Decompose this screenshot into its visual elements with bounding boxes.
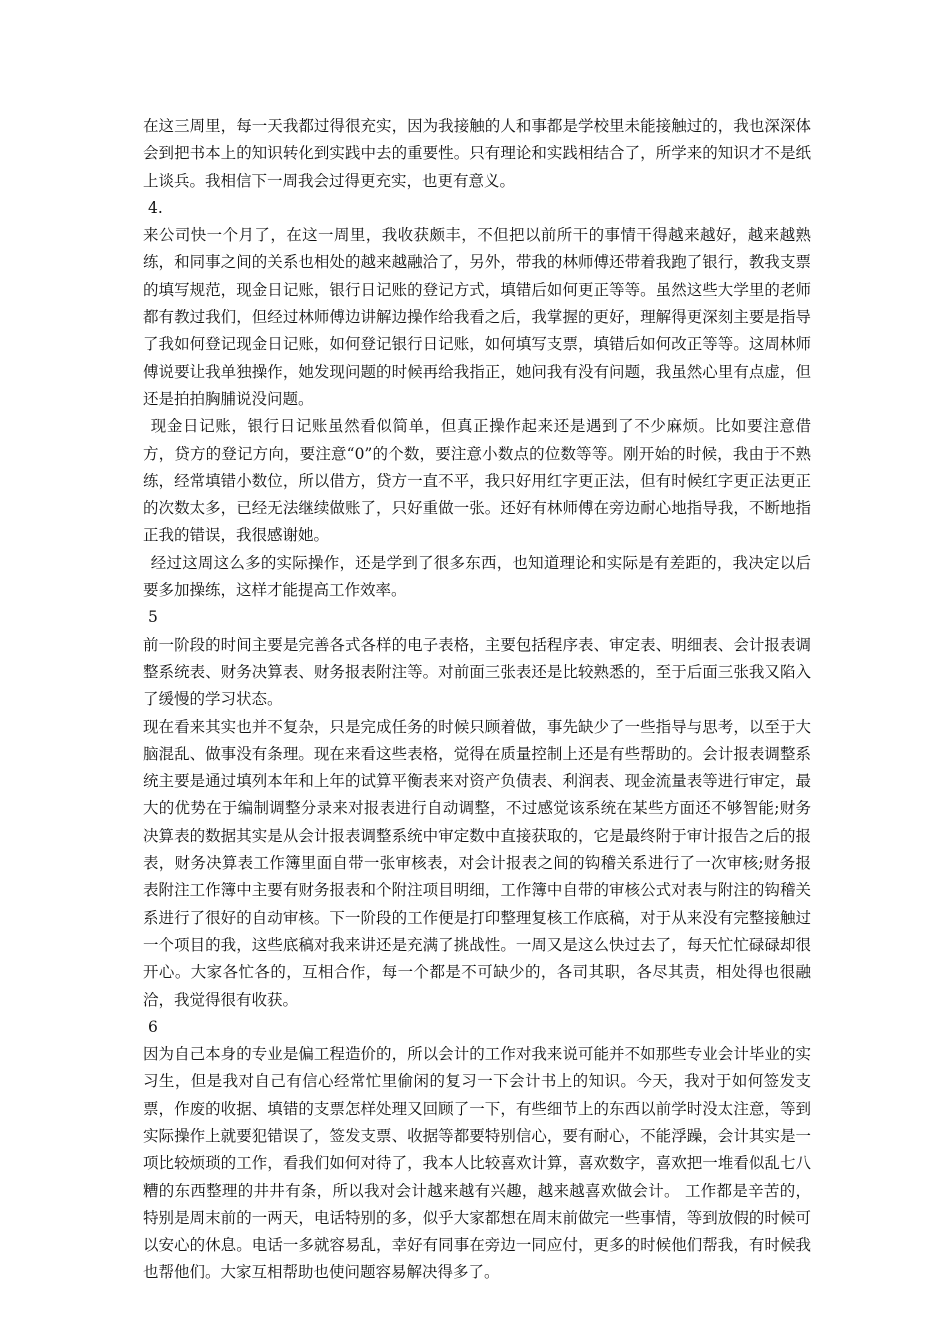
section-number-6: 6 (148, 1017, 158, 1036)
paragraph-week6-1: 因为自己本身的专业是偏工程造价的，所以会计的工作对我来说可能并不如那些专业会计毕业的实习生，但是我对自己有信心经常忙里偷闲的复习一下会计书上的知识。今天，我对于如何签发支票，作废的收据、填错的支票怎样处理又回顾了一下，有些细节上的东西以前学时没太注意，等到实际操作上就要犯错误了，签发支票、收据等都要特别信心，要有耐心，不能浮躁，会计其实是一项比较烦琐的工作，看我们如何对待了，我本人比较喜欢计算，喜欢数字，喜欢把一堆看似乱七八糟的东西整理的井井有条，所以我对会计越来越有兴趣，越来越喜欢做会计。 工作都是辛苦的，特别是周末前的一两天，电话特别的多，似乎大家都想在周末前做完一些事情，等到放假的时候可以安心的休息。电话一多就容易乱，幸好有同事在旁边一同应付，更多的时候他们帮我，有时候我也帮他们。大家互相帮助也使问题容易解决得多了。 (143, 1045, 811, 1282)
paragraph-week4-1: 来公司快一个月了，在这一周里，我收获颇丰，不但把以前所干的事情干得越来越好，越来越熟练，和同事之间的关系也相处的越来越融洽了，另外，带我的林师傅还带着我跑了银行，教我支票的填写规范，现金日记账，银行日记账的登记方式，填错后如何更正等等。虽然这些大学里的老师都有教过我们，但经过林师傅边讲解边操作给我看之后，我掌握的更好，理解得更深刻主要是指导了我如何登记现金日记账，如何登记银行日记账，如何填写支票，填错后如何改正等等。这周林师傅说要让我单独操作，她发现问题的时候再给我指正，她问我有没有问题，我虽然心里有点虚，但还是拍拍胸脯说没问题。 (143, 226, 811, 408)
paragraph-week5-2: 现在看来其实也并不复杂，只是完成任务的时候只顾着做，事先缺少了一些指导与思考，以至于大脑混乱、做事没有条理。现在来看这些表格，觉得在质量控制上还是有些帮助的。会计报表调整系统主要是通过填列本年和上年的试算平衡表来对资产负债表、利润表、现金流量表等进行审定，最大的优势在于编制调整分录来对报表进行自动调整，不过感觉该系统在某些方面还不够智能;财务决算表的数据其实是从会计报表调整系统中审定数中直接获取的，它是最终附于审计报告之后的报表，财务决算表工作簿里面自带一张审核表，对会计报表之间的钩稽关系进行了一次审核;财务报表附注工作簿中主要有财务报表和个附注项目明细，工作簿中自带的审核公式对表与附注的钩稽关系进行了很好的自动审核。下一阶段的工作便是打印整理复核工作底稿，对于从来没有完整接触过一个项目的我，这些底稿对我来讲还是充满了挑战性。一周又是这么快过去了，每天忙忙碌碌却很开心。大家各忙各的，互相合作，每一个都是不可缺少的，各司其职，各尽其责，相处得也很融洽，我觉得很有收获。 (143, 717, 811, 1009)
paragraph-intro: 在这三周里，每一天我都过得很充实，因为我接触的人和事都是学校里未能接触过的，我也深深体会到把书本上的知识转化到实践中去的重要性。只有理论和实践相结合了，所学来的知识才不是纸上谈兵。我相信下一周我会过得更充实，也更有意义。 (143, 117, 811, 190)
paragraph-week4-3: 经过这周这么多的实际操作，还是学到了很多东西，也知道理论和实际是有差距的，我决定以后要多加操练，这样才能提高工作效率。 (143, 553, 811, 600)
section-number-4: 4. (148, 198, 163, 217)
paragraph-week4-2: 现金日记账，银行日记账虽然看似简单，但真正操作起来还是遇到了不少麻烦。比如要注意借方，贷方的登记方向，要注意“0”的个数，要注意小数点的位数等等。刚开始的时候，我由于不熟练，经常填错小数位，所以借方，贷方一直不平，我只好用红字更正法，但有时候红字更正法更正的次数太多，已经无法继续做账了，只好重做一张。还好有林师傅在旁边耐心地指导我，不断地指正我的错误，我很感谢她。 (143, 417, 811, 545)
paragraph-week5-1: 前一阶段的时间主要是完善各式各样的电子表格，主要包括程序表、审定表、明细表、会计报表调整系统表、财务决算表、财务报表附注等。对前面三张表还是比较熟悉的，至于后面三张我又陷入了缓慢的学习状态。 (143, 635, 811, 709)
section-number-5: 5 (148, 608, 158, 627)
document-body (143, 113, 811, 1287)
